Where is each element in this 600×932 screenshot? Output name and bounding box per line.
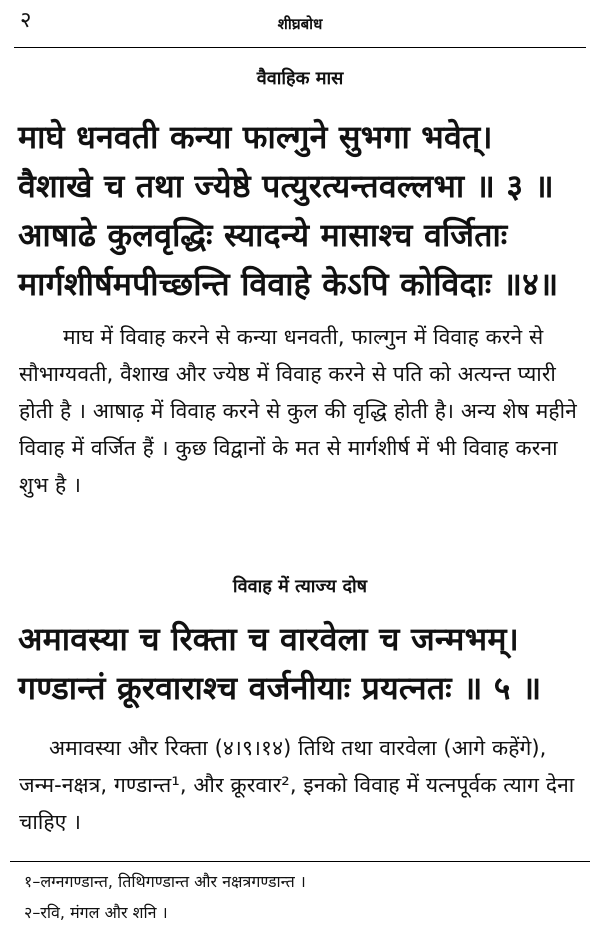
verse-line: वैशाखे च तथा ज्येष्ठे पत्युरत्यन्तवल्लभा ॥ ३ ॥ [18,167,554,205]
sanskrit-verse-marriage-months [18,113,588,309]
verse-line: आषाढे कुलवृद्धिः स्यादन्ये मासाश्च वर्जिताः [18,216,508,254]
hindi-explanation-marriage-doshas: अमावस्या और रिक्ता (४।९।१४) तिथि तथा वारवेला (आगे कहेंगे), जन्म-नक्षत्र, गण्डान्त¹, और क्रूरवार², इनको विवाह में यत्नपूर्वक त्याग देना चाहिए । [19,736,575,834]
sanskrit-verse-marriage-doshas [18,615,588,713]
section-heading-marriage-doshas: विवाह में त्याज्य दोष [232,576,368,597]
verse-line: गण्डान्तं क्रूरवाराश्च वर्जनीयाः प्रयत्नतः ॥ ५ ॥ [18,669,542,707]
verse-line: मार्गशीर्षमपीच्छन्ति विवाहे केऽपि कोविदाः ॥४॥ [18,265,559,303]
header-divider [14,47,586,48]
footnote-2: २–रवि, मंगल और शनि । [24,903,168,922]
verse-line: माघे धनवती कन्या फाल्गुने सुभगा भवेत्। [18,118,493,156]
verse-line: अमावस्या च रिक्ता च वारवेला च जन्मभम्। [18,620,519,658]
running-title: शीघ्रबोध [277,15,323,33]
page-number: २ [20,8,32,33]
section-heading-marriage-months: वैवाहिक मास [256,68,344,89]
hindi-explanation-marriage-months: माघ में विवाह करने से कन्या धनवती, फाल्गुन में विवाह करने से सौभाग्यवती, वैशाख और ज्येष्ठ में विवाह करने से पति को अत्यन्त प्यारी होती है । आषाढ़ में विवाह करने से कुल की वृद्धि होती है। अन्य शेष महीने विवाह में वर्जित हैं । कुछ विद्वानों के मत से मार्गशीर्ष में भी विवाह करना शुभ है । [19,325,577,497]
footnote-divider [10,861,590,862]
footnote-1: १–लग्नगण्डान्त, तिथिगण्डान्त और नक्षत्रगण्डान्त । [24,872,306,891]
